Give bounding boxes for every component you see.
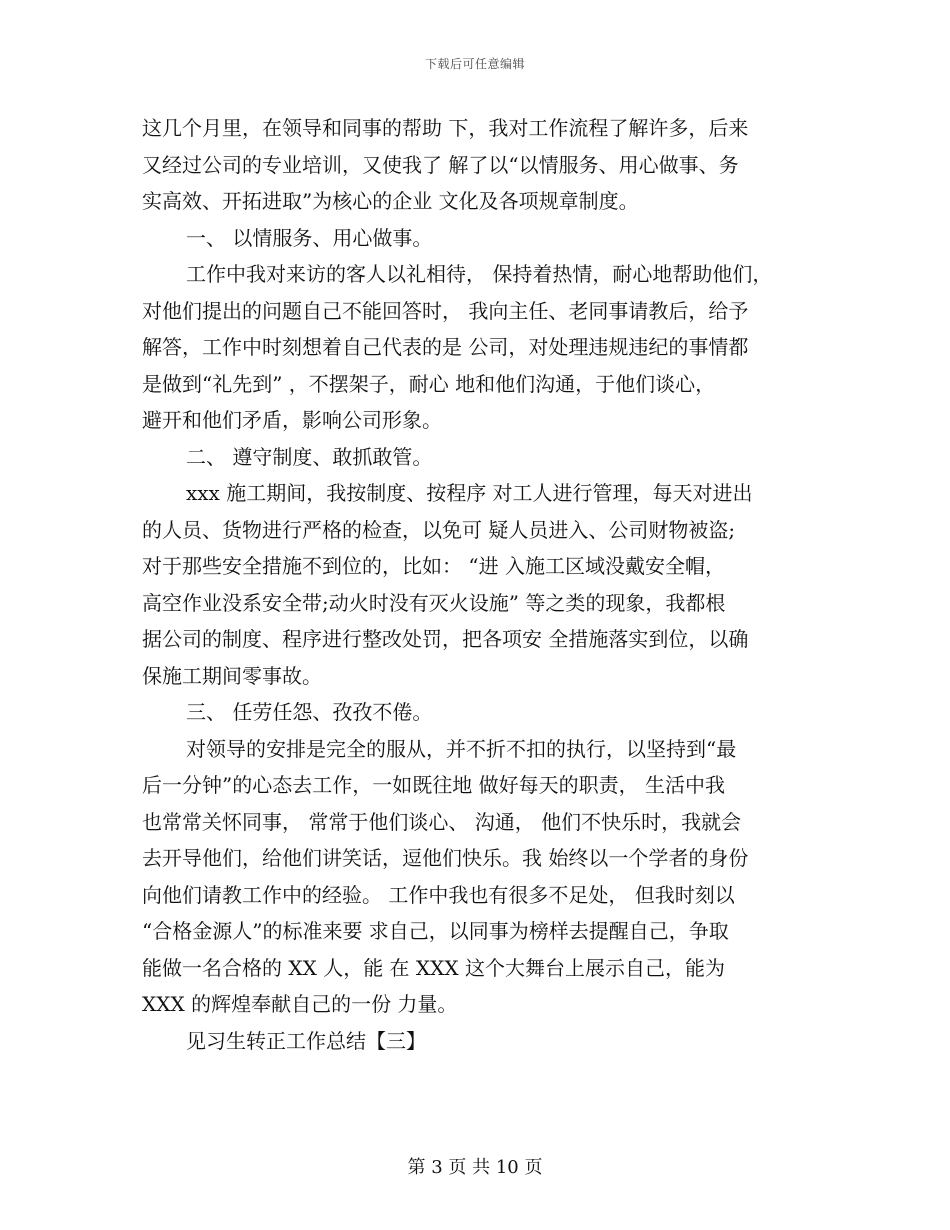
text-line: 高空作业没系安全带;动火时没有灭火设施” 等之类的现象，我都根 [142,590,726,615]
text-line: 这几个月里，在领导和同事的帮助 下，我对工作流程了解许多，后来 [142,116,749,140]
text-line: 保施工期间零事故。 [142,663,322,688]
text-line: 又经过公司的专业培训，又使我了 解了以“以情服务、用心做事、务 [142,152,739,177]
text-line: 对他们提出的问题自己不能回答时， 我向主任、老同事请教后，给予 [142,298,749,323]
text-line: 能做一名合格的 XX 人，能 在 XXX 这个大舞台上展示自己，能为 [142,955,725,980]
text-line: xxx 施工期间，我按制度、按程序 对工人进行管理，每天对进出 [186,481,753,505]
text-line: 向他们请教工作中的经验。 工作中我也有很多不足处， 但我时刻以 [142,882,735,907]
text-line: 见习生转正工作总结【三】 [186,1028,426,1053]
text-line: 避开和他们矛盾，影响公司形象。 [142,408,442,432]
text-line: 一、 以情服务、用心做事。 [186,225,433,250]
text-line: 的人员、货物进行严格的检查，以免可 疑人员进入、公司财物被盗; [142,517,736,542]
text-line: 据公司的制度、程序进行整改处罚，把各项安 全措施落实到位，以确 [142,627,749,651]
text-line: 实高效、开拓进取”为核心的企业 文化及各项规章制度。 [142,189,639,213]
document-body [142,110,822,1059]
text-line: 去开导他们，给他们讲笑话，逗他们快乐。我 始终以一个学者的身份 [142,846,749,870]
text-line: 三、 任劳任怨、孜孜不倦。 [186,700,433,724]
text-line: 对于那些安全措施不到位的，比如： “进 入施工区域没戴安全帽， [142,554,725,578]
text-line: 解答，工作中时刻想着自己代表的是 公司，对处理违规违纪的事情都 [142,335,749,359]
text-line: 是做到“礼先到” ，不摆架子，耐心 地和他们沟通，于他们谈心， [142,371,716,396]
text-line: “合格金源人”的标准来要 求自己，以同事为榜样去提醒自己，争取 [142,919,729,943]
text-line: 也常常关怀同事， 常常于他们谈心、 沟通， 他们不快乐时，我就会 [142,809,742,834]
text-line: 后一分钟”的心态去工作，一如既往地 做好每天的职责， 生活中我 [142,773,725,797]
page-number-footer: 第 3 页 共 10 页 [407,1157,543,1178]
text-line: 对领导的安排是完全的服从，并不折不扣的执行，以坚持到“最 [186,736,737,761]
page-header: 下载后可任意编辑 [424,57,525,71]
text-line: XXX 的辉煌奉献自己的一份 力量。 [142,992,458,1016]
text-line: 二、 遵守制度、敢抓敢管。 [186,444,433,469]
text-line: 工作中我对来访的客人以礼相待， 保持着热情，耐心地帮助他们， [186,262,773,286]
